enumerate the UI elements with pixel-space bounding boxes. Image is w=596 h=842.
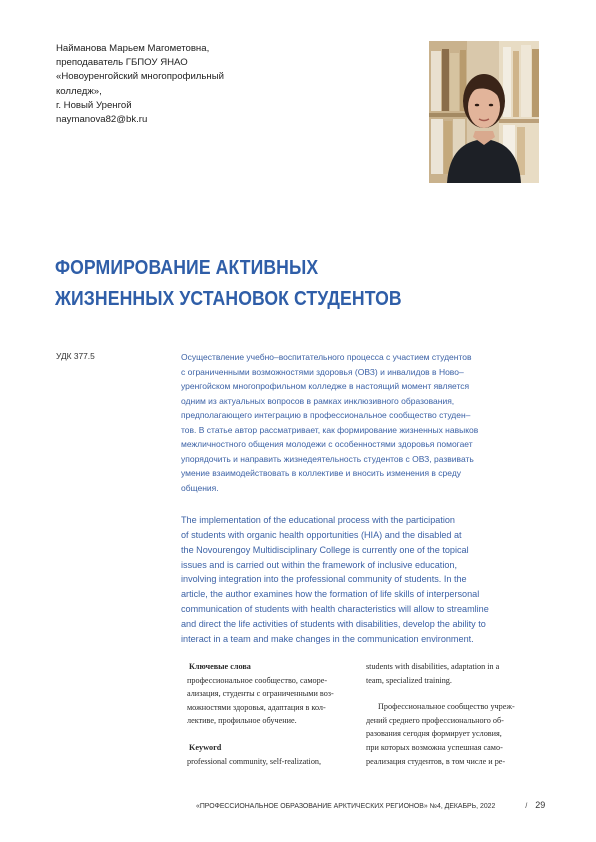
author-organization: «Новоуренгойский многопрофильный xyxy=(56,71,224,83)
abstract-en-line: interact in a team and make changes in the communication environment. xyxy=(181,633,474,644)
body-line: дений среднего профессионального об- xyxy=(366,715,504,725)
abstract-ru-line: умение взаимодействовать в коллективе и вносить изменения в среду xyxy=(181,468,462,479)
author-city: г. Новый Уренгой xyxy=(56,99,132,111)
abstract-en-line: article, the author examines how the formation of life skills of interpersonal xyxy=(181,589,480,600)
author-organization-cont: колледж», xyxy=(56,85,102,97)
keywords-en-heading: Keyword xyxy=(189,742,222,752)
author-portrait-image xyxy=(429,41,539,183)
abstract-ru-line: тов. В статье автор рассматривает, как формирование жизненных навыков xyxy=(181,424,479,435)
abstract-en-line: involving integration into the professional community of students. In the xyxy=(181,574,467,585)
abstract-en-line: of students with organic health opportunities (HIA) and the disabled at xyxy=(181,529,462,540)
abstract-en-line: and direct the life activities of students with disabilities, develop the ability to xyxy=(181,618,486,629)
abstract-ru-line: уренгойском многопрофильном колледже в настоящий момент является xyxy=(181,381,470,392)
body-line: при которых возможна успешная само- xyxy=(366,742,503,752)
abstract-ru-line: общения. xyxy=(181,482,219,493)
abstract-ru-line: межличностного общения молодежи с особенностями здоровья помогает xyxy=(181,439,473,450)
article-title-line-1: ФОРМИРОВАНИЕ АКТИВНЫХ xyxy=(55,256,319,279)
abstract-ru-line: с ограниченными возможностями здоровья (ОВЗ) и инвалидов в Ново– xyxy=(181,366,464,377)
page-footer xyxy=(196,800,545,810)
abstract-ru-line: Осуществление учебно–воспитательного процесса с участием студентов xyxy=(181,352,472,362)
keywords-en-line: professional community, self-realization, xyxy=(187,756,322,766)
keywords-ru-line: ализация, студенты с ограниченными воз- xyxy=(187,689,334,699)
abstract-en-line: communication of students with health characteristics will allow to streamline xyxy=(181,604,489,615)
footer-journal: «ПРОФЕССИОНАЛЬНОЕ ОБРАЗОВАНИЕ АРКТИЧЕСКИХ РЕГИОНОВ» №4, ДЕКАБРЬ, 2022 xyxy=(196,803,496,810)
author-name: Найманова Марьем Магометовна, xyxy=(56,43,210,54)
author-photo xyxy=(429,41,539,183)
footer-separator: / xyxy=(525,803,528,810)
keywords-ru-line: профессиональное сообщество, саморе- xyxy=(187,675,328,685)
body-line: разования сегодня формирует условия, xyxy=(366,729,502,739)
author-info xyxy=(56,42,356,127)
abstract-ru-line: упорядочить и направить жизнедеятельность студентов с ОВЗ, развивать xyxy=(181,453,474,464)
body-line: team, specialized training. xyxy=(366,675,452,685)
keywords-ru-line: лективе, профильное обучение. xyxy=(187,716,297,726)
abstract-russian xyxy=(181,350,541,495)
author-email: naymanova82@bk.ru xyxy=(56,114,148,126)
udk-code: УДК 377.5 xyxy=(56,351,95,361)
article-title xyxy=(55,252,485,314)
article-title-line-2: ЖИЗНЕННЫХ УСТАНОВОК СТУДЕНТОВ xyxy=(55,287,402,310)
abstract-en-line: the Novourengoy Multidisciplinary College is currently one of the topical xyxy=(181,544,469,555)
body-line: students with disabilities, adaptation in a xyxy=(366,662,500,671)
abstract-en-line: issues and is carried out within the framework of inclusive education, xyxy=(181,559,457,570)
body-column-right xyxy=(366,660,546,768)
abstract-ru-line: предполагающего интеграцию в профессиональное сообщество студен– xyxy=(181,410,471,421)
keywords-column xyxy=(187,660,357,768)
keywords-ru-heading: Ключевые слова xyxy=(189,662,251,671)
keywords-ru-line: можностями здоровья, адаптация в кол- xyxy=(187,702,326,712)
author-position: преподаватель ГБПОУ ЯНАО xyxy=(56,57,188,69)
abstract-ru-line: одним из актуальных вопросов в рамках инклюзивного образования, xyxy=(181,395,455,406)
body-line: Профессиональное сообщество учреж- xyxy=(378,702,515,712)
page-number: 29 xyxy=(535,800,546,810)
abstract-english xyxy=(181,513,541,647)
body-line: реализация студентов, в том числе и ре- xyxy=(366,756,506,766)
abstract-en-line: The implementation of the educational process with the participation xyxy=(181,515,455,525)
